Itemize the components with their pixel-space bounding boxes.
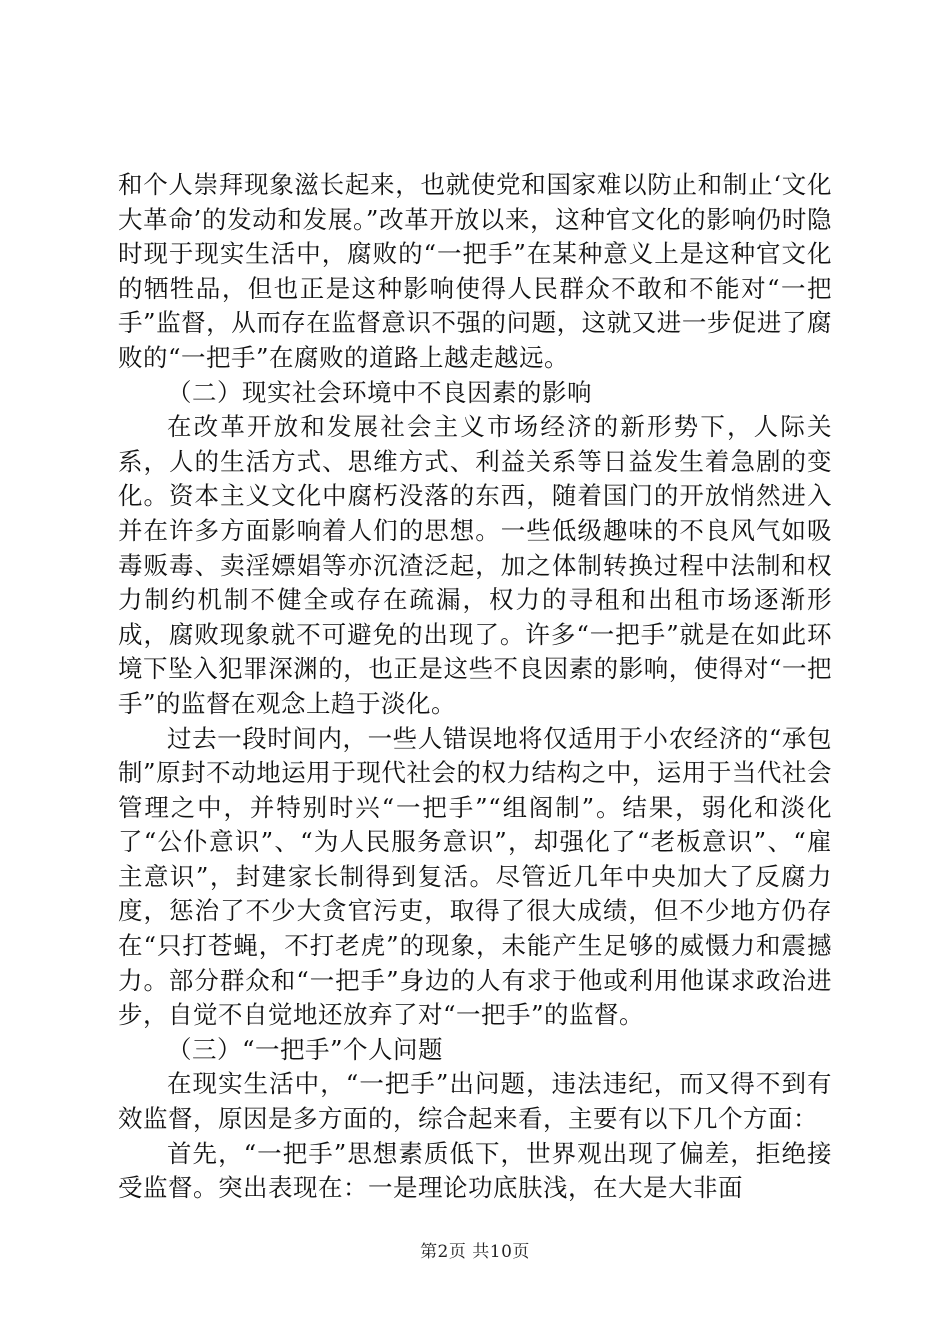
paragraph-contract-system: 过去一段时间内，一些人错误地将仅适用于小农经济的“承包制”原封不动地运用于现代社会的权力结构之中，运用于当代社会管理之中，并特别时兴“一把手”“组阁制”。结果，弱化和淡化了“公仆意识”、“为人民服务意识”，却强化了“老板意识”、“雇主意识”，封建家长制得到复活。尽管近几年中央加大了反腐力度，惩治了不少大贪官污吏，取得了很大成绩，但不少地方仍存在“只打苍蝇，不打老虎”的现象，未能产生足够的威慑力和震撼力。部分群众和“一把手”身边的人有求于他或利用他谋求政治进步，自觉不自觉地还放弃了对“一把手”的监督。 — [118, 723, 832, 1030]
section-heading-2: （二）现实社会环境中不良因素的影响 — [167, 377, 592, 407]
document-body — [118, 168, 832, 1206]
paragraph-continuation: 和个人崇拜现象滋长起来，也就使党和国家难以防止和制止‘文化大革命’的发动和发展。”改革开放以来，这种官文化的影响仍时隐时现于现实生活中，腐败的“一把手”在某种意义上是这种官文化的牺牲品，但也正是这种影响使得人民群众不敢和不能对“一把手”监督，从而存在监督意识不强的问题，这就又进一步促进了腐败的“一把手”在腐败的道路上越走越远。 — [118, 170, 832, 372]
paragraph-social-environment: 在改革开放和发展社会主义市场经济的新形势下，人际关系，人的生活方式、思维方式、利益关系等日益发生着急剧的变化。资本主义文化中腐朽没落的东西，随着国门的开放悄然进入并在许多方面影响着人们的思想。一些低级趣味的不良风气如吸毒贩毒、卖淫嫖娼等亦沉渣泛起，加之体制转换过程中法制和权力制约机制不健全或存在疏漏，权力的寻租和出租市场逐渐形成，腐败现象就不可避免的出现了。许多“一把手”就是在如此环境下坠入犯罪深渊的，也正是这些不良因素的影响，使得对“一把手”的监督在观念上趋于淡化。 — [118, 412, 832, 718]
page-number-footer: 第2页 共10页 — [420, 1242, 530, 1262]
section-heading-3: （三）“一把手”个人问题 — [167, 1034, 444, 1064]
paragraph-reasons: 在现实生活中，“一把手”出问题，违法违纪，而又得不到有效监督，原因是多方面的，综合起来看，主要有以下几个方面： — [118, 1069, 832, 1134]
paragraph-first-reason: 首先，“一把手”思想素质低下，世界观出现了偏差，拒绝接受监督。突出表现在：一是理论功底肤浅，在大是大非面 — [118, 1138, 832, 1203]
